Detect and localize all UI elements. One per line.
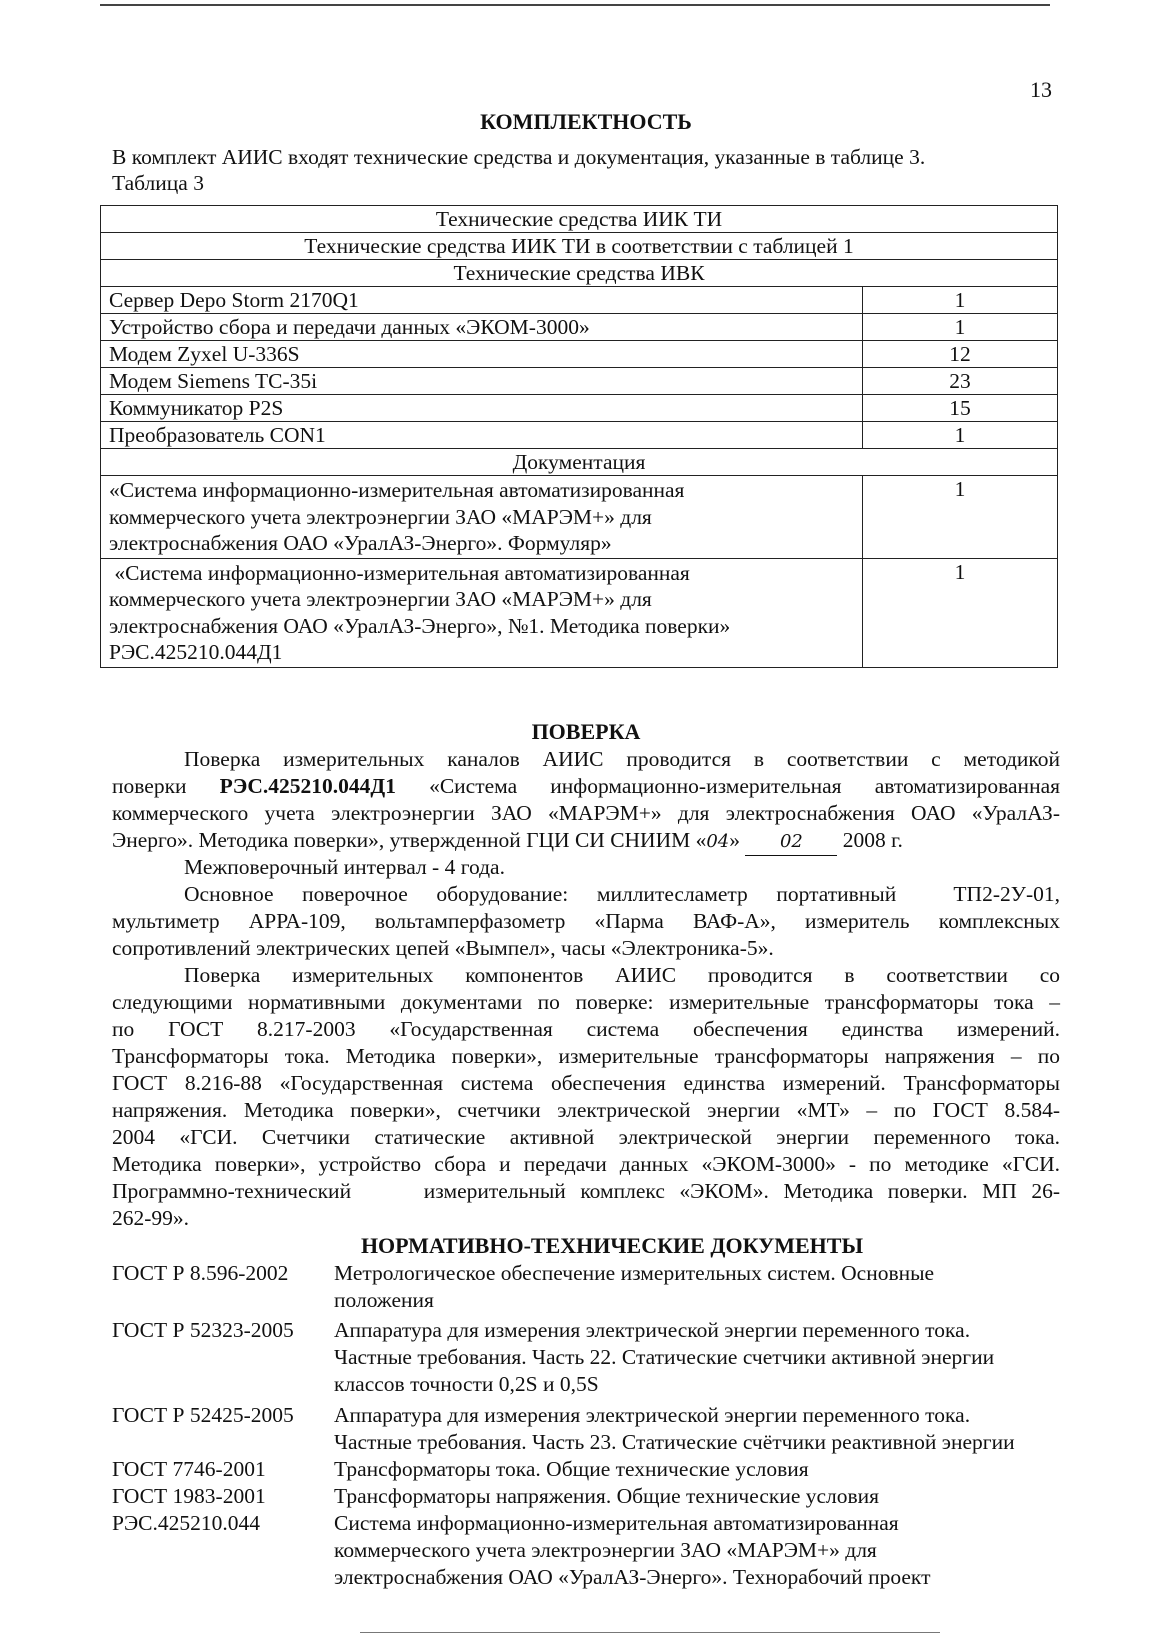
equipment-name: Сервер Depo Storm 2170Q1 [101,287,863,314]
document-qty: 1 [863,476,1058,559]
standard-code: ГОСТ 7746-2001 [112,1457,266,1481]
standard-title-line: Метрологическое обеспечение измерительных систем. Основные [334,1261,935,1285]
equipment-name: Преобразователь CON1 [101,422,863,449]
standard-title-line: Трансформаторы напряжения. Общие технические условия [334,1484,880,1508]
method-code: РЭС.425210.044Д1 [219,774,396,798]
table-section-row [101,449,1058,476]
equipment-text-line: мультиметр АРРА-109, вольтамперфазометр «Парма ВАФ-А», измеритель комплексных [112,909,1060,933]
document-line: «Система информационно-измерительная автоматизированная [109,478,685,502]
scan-edge-line [360,1632,940,1633]
standard-code: РЭС.425210.044 [112,1511,260,1535]
standard-title [334,1510,1094,1591]
equipment-name: Коммуникатор P2S [101,395,863,422]
table-row [101,422,1058,449]
standard-title-line: Частные требования. Часть 23. Статические счётчики реактивной энергии [334,1430,1015,1454]
poverka-text-fragment: «Система информационно-измерительная автоматизированная [395,774,1061,798]
equipment-qty: 23 [863,368,1058,395]
standard-code: ГОСТ Р 52323-2005 [112,1318,294,1342]
table-row [101,368,1058,395]
table-section-row [101,206,1058,233]
standard-title-line: классов точности 0,2S и 0,5S [334,1372,599,1396]
document-line: коммерческого учета электроэнергии ЗАО «МАРЭМ+» для [109,504,652,529]
standard-title-line: положения [334,1288,434,1312]
standard-title-line: Аппаратура для измерения электрической энергии переменного тока. [334,1318,971,1342]
components-text-line: Методика поверки», устройство сбора и передачи данных «ЭКОМ-3000» - по методике «ГСИ. [112,1152,1060,1176]
standard-title-line: Частные требования. Часть 22. Статические счетчики активной энергии [334,1345,995,1369]
table-row [101,476,1058,559]
components-text-line: Программно-технический измерительный комплекс «ЭКОМ». Методика поверки. МП 26- [112,1179,1060,1203]
standard-title-line: Система информационно-измерительная автоматизированная [334,1511,899,1535]
equipment-qty: 12 [863,341,1058,368]
standard-title-line: электроснабжения ОАО «УралАЗ-Энерго». Технорабочий проект [334,1565,931,1589]
table-row [101,558,1058,667]
standard-title [334,1402,1094,1456]
table-row [101,314,1058,341]
poverka-text-line: коммерческого учета электроэнергии ЗАО «МАРЭМ+» для электроснабжения ОАО «УралАЗ- [112,801,1060,825]
components-text-line: по ГОСТ 8.217-2003 «Государственная система обеспечения единства измерений. [112,1017,1060,1041]
table-row [101,287,1058,314]
table-iik-note: Технические средства ИИК ТИ в соответствии с таблицей 1 [101,233,1058,260]
equipment-qty: 1 [863,314,1058,341]
components-text-line: следующими нормативными документами по поверке: измерительные трансформаторы тока – [112,990,1060,1014]
equipment-text-line: сопротивлений электрических цепей «Вымпел», часы «Электроника-5». [112,936,774,960]
standard-title-line: Аппаратура для измерения электрической энергии переменного тока. [334,1403,971,1427]
section-heading-komplekt: КОМПЛЕКТНОСТЬ [480,109,692,134]
components-text-line: Поверка измерительных компонентов АИИС проводится в соответствии со [184,963,1060,987]
table-section-row [101,260,1058,287]
poverka-text-line [112,773,1060,800]
standard-code: ГОСТ Р 8.596-2002 [112,1261,289,1285]
standard-title [334,1456,1094,1483]
document-name [101,558,863,667]
document-line: электроснабжения ОАО «УралАЗ-Энерго», №1. Методика поверки» [109,613,731,638]
table-section-iik: Технические средства ИИК ТИ [101,206,1058,233]
components-text-line: 262-99». [112,1206,190,1230]
standard-title-line: коммерческого учета электроэнергии ЗАО «МАРЭМ+» для [334,1538,877,1562]
table-row [101,395,1058,422]
components-text-line: 2004 «ГСИ. Счетчики статические активной электрической энергии переменного тока. [112,1125,1060,1149]
poverka-text-fragment: Энерго». Методика поверки», утвержденной ГЦИ СИ СНИИМ « [112,828,707,852]
standard-title-line: Трансформаторы тока. Общие технические условия [334,1457,809,1481]
handwritten-month: 02 [745,828,837,856]
standard-title [334,1483,1094,1510]
equipment-name: Модем Siemens TC-35i [101,368,863,395]
components-text-line: напряжения. Методика поверки», счетчики электрической энергии «МТ» – по ГОСТ 8.584- [112,1098,1060,1122]
equipment-text-line: Основное поверочное оборудование: миллитесламетр портативный ТП2-2У-01, [184,882,1060,906]
document-line: коммерческого учета электроэнергии ЗАО «МАРЭМ+» для [109,587,652,611]
table-section-doc: Документация [101,449,1058,476]
handwritten-day: 04 [706,831,730,852]
components-text-line: Трансформаторы тока. Методика поверки», измерительные трансформаторы напряжения – по [112,1044,1060,1068]
equipment-name: Устройство сбора и передачи данных «ЭКОМ-3000» [101,314,863,341]
standard-title [334,1260,1094,1314]
poverka-text-line: Поверка измерительных каналов АИИС проводится в соответствии с методикой [184,747,1060,771]
components-text-line: ГОСТ 8.216-88 «Государственная система обеспечения единства измерений. Трансформаторы [112,1071,1060,1095]
equipment-qty: 15 [863,395,1058,422]
poverka-text-fragment: поверки [112,774,220,798]
table-row [101,341,1058,368]
document-line: «Система информационно-измерительная автоматизированная [109,560,690,585]
equipment-name: Модем Zyxel U-336S [101,341,863,368]
komplekt-intro: В комплект АИИС входят технические средства и документация, указанные в таблице 3. [112,145,926,169]
section-heading-poverka: ПОВЕРКА [531,719,641,744]
interval-text: Межповерочный интервал - 4 года. [184,855,505,879]
document-qty: 1 [863,558,1058,667]
section-heading-normdocs: НОРМАТИВНО-ТЕХНИЧЕСКИЕ ДОКУМЕНТЫ [360,1233,864,1258]
poverka-text-fragment: 2008 г. [837,828,903,852]
page-number: 13 [1030,77,1052,102]
standard-code: ГОСТ 1983-2001 [112,1484,266,1508]
table-section-ivk: Технические средства ИВК [101,260,1058,287]
scan-edge-line [100,4,1050,6]
standard-code: ГОСТ Р 52425-2005 [112,1403,294,1427]
standard-title [334,1317,1094,1398]
equipment-qty: 1 [863,287,1058,314]
poverka-text-line [112,827,1060,856]
document-line: электроснабжения ОАО «УралАЗ-Энерго». Формуляр» [109,531,612,555]
document-name [101,476,863,559]
table-caption: Таблица 3 [112,171,204,195]
table-3 [100,205,1058,668]
equipment-qty: 1 [863,422,1058,449]
poverka-text-fragment: » [729,828,746,852]
document-line: РЭС.425210.044Д1 [109,640,283,664]
table-section-row [101,233,1058,260]
